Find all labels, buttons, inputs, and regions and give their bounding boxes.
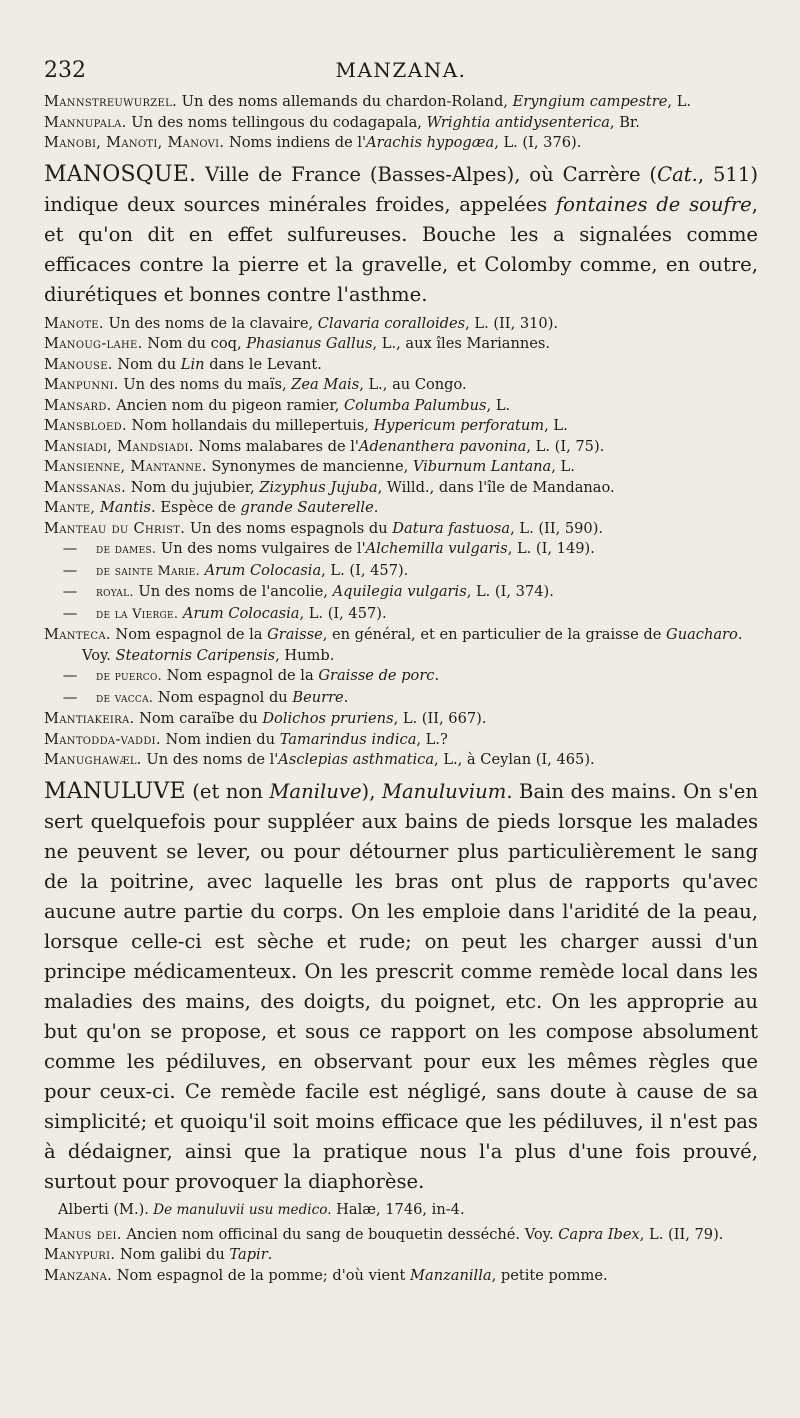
entry: Mantodda-vaddi. Nom indien du Tamarindus indica, L.? [44, 730, 448, 748]
article-manosque: MANOSQUE. Ville de France (Basses-Alpes), où Carrère (Cat., 511) indique deux sources minérales froides, appelées fontaines de soufre, et qu'on dit en effet sulfureuses. Bouche les a signalées comme efficaces contre la pierre et la gravelle, et Colomby comme, en outre, diurétiques et bonnes contre l'asthme. [44, 161, 758, 306]
entries-top [44, 92, 758, 154]
entry: Mansard. Ancien nom du pigeon ramier, Columba Palumbus, L. [44, 396, 511, 414]
article-manuluve: MANULUVE (et non Maniluve), Manuluvium. Bain des mains. On s'en sert quelquefois pour suppléer aux bains de pieds lorsque les malades ne peuvent se lever, ou pour détourner plus particulièrement le sang de la poitrine, avec laquelle les bras ont plus de rapports qu'avec aucune autre partie du corps. On les emploie dans l'aridité de la peau, lorsque celle-ci est sèche et rude; on peut les charger aussi d'un principe médicamenteux. On les prescrit comme remède local dans les maladies des mains, des doigts, du poignet, etc. On les approprie au but qu'on se propose, et sous ce rapport on les compose absolument comme les pédiluves, en observant pour eux les mêmes règles que pour ceux-ci. Ce remède facile est négligé, sans doute à cause de sa simplicité; et quoiqu'il soit moins efficace que les pédiluves, il n'est pas à dédaigner, ainsi que la pratique nous l'a plus d'une fois prouvé, surtout pour provoquer la diaphorèse. [44, 778, 758, 1193]
sub-entry: — de la Vierge. Arum Colocasia, L. (I, 457). [62, 604, 387, 622]
sub-entry: — de dames. Un des noms vulgaires de l'Alchemilla vulgaris, L. (I, 149). [62, 540, 595, 557]
entry: Manus dei. Ancien nom officinal du sang de bouquetin desséché. Voy. Capra Ibex, L. (II, 79). [44, 1225, 724, 1243]
entries-mid [44, 314, 758, 771]
entry: Mansienne, Mantanne. Synonymes de mancienne, Viburnum Lantana, L. [44, 458, 575, 475]
entry: Manypuri. Nom galibi du Tapir. [44, 1246, 273, 1263]
entry: Manssanas. Nom du jujubier, Zizyphus Jujuba, Willd., dans l'île de Mandanao. [44, 478, 615, 496]
entry: Manoug-lahe. Nom du coq, Phasianus Gallus, L., aux îles Mariannes. [44, 335, 551, 352]
entry: Mansbloed. Nom hollandais du millepertuis, Hypericum perforatum, L. [44, 417, 568, 434]
entry: Manobi, Manoti, Manovi. Noms indiens de l'Arachis hypogæa, L. (I, 376). [44, 134, 582, 151]
entry: Mante, Mantis. Espèce de grande Sauterelle. [44, 499, 379, 516]
entry: Manote. Un des noms de la clavaire, Clavaria coralloides, L. (II, 310). [44, 314, 559, 332]
sub-entry: — royal. Un des noms de l'ancolie, Aquilegia vulgaris, L. (I, 374). [62, 583, 554, 600]
entry: Mantiakeira. Nom caraïbe du Dolichos pruriens, L. (II, 667). [44, 710, 487, 727]
page-number: 232 [44, 58, 86, 83]
entry: Manouse. Nom du Lin dans le Levant. [44, 355, 322, 373]
entry: Mannstreuwurzel. Un des noms allemands du chardon-Roland, Eryngium campestre, L. [44, 93, 692, 110]
entry: Manteau du Christ. Un des noms espagnols du Datura fastuosa, L. (II, 590). [44, 519, 604, 537]
entry: Mansiadi, Mandsiadi. Noms malabares de l'Adenanthera pavonina, L. (I, 75). [44, 437, 605, 455]
sub-entry: — de sainte Marie. Arum Colocasia, L. (I, 457). [62, 561, 409, 579]
entry: Manzana. Nom espagnol de la pomme; d'où vient Manzanilla, petite pomme. [44, 1266, 608, 1284]
sub-entry: — de puerco. Nom espagnol de la Graisse de porc. [62, 667, 440, 684]
entry: Mannupala. Un des noms tellingous du codagapala, Wrightia antidysenterica, Br. [44, 113, 640, 131]
bibliographic-reference: Alberti (M.). De manuluvii usu medico. Halæ, 1746, in-4. [58, 1200, 465, 1218]
entry: Manteca. Nom espagnol de la Graisse, en général, et en particulier de la graisse de Guacharo. Voy. Steatornis Caripensis, Humb. [44, 626, 743, 664]
entries-end [44, 1225, 758, 1287]
page-header [44, 58, 758, 88]
entry: Manpunni. Un des noms du maïs, Zea Mais, L., au Congo. [44, 376, 467, 393]
entry: Manughawæl. Un des noms de l'Asclepias asthmatica, L., à Ceylan (I, 465). [44, 751, 595, 768]
running-title: MANZANA. [335, 58, 467, 82]
sub-entry: — de vacca. Nom espagnol du Beurre. [62, 688, 349, 706]
